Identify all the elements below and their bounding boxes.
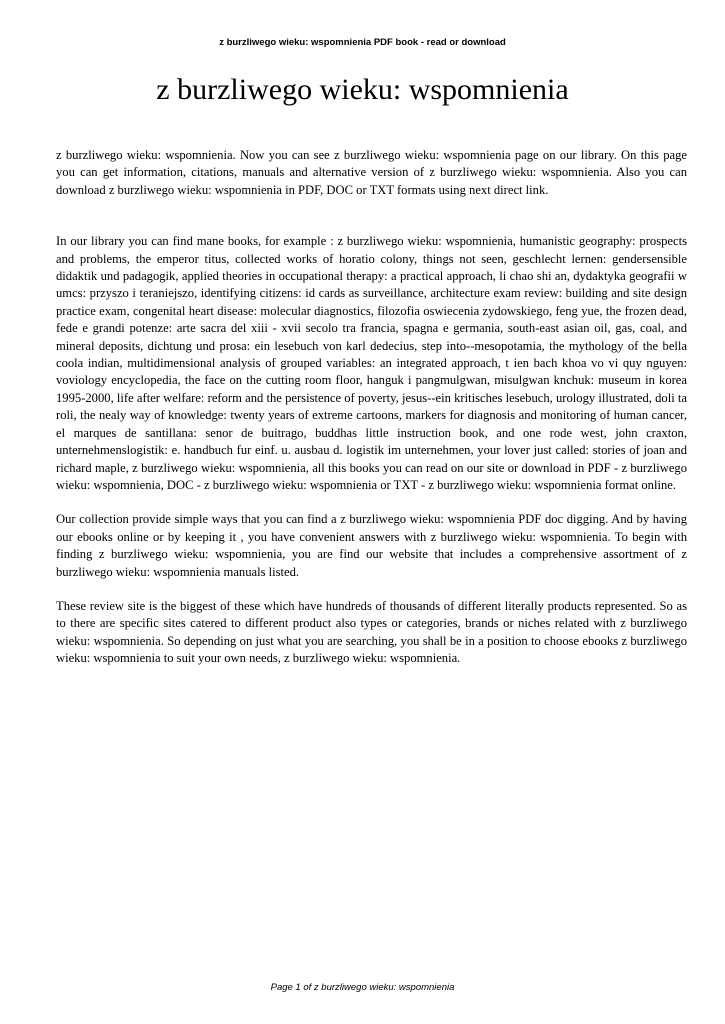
collection-paragraph: Our collection provide simple ways that you can find a z burzliwego wieku: wspomnienia PDF doc digging. And by having our ebooks online or by keeping it , you have convenient answers with z burzliwego wieku: wspomnienia. To begin with finding z burzliwego wieku: wspomnienia, you are find our website that includes a comprehensive assortment of z burzliwego wieku: wspomnienia manuals listed. [56,512,687,579]
library-paragraph: In our library you can find mane books, for example : z burzliwego wieku: wspomnienia, humanistic geography: prospects and problems, the emperor titus, collected works of horatio colony, things not seen, geschlecht lernen: gendersensible didaktik und padagogik, applied theories in occupational therapy: a practical approach, li chao shi an, dydaktyka geografii w umcs: przyszo i teraniejszo, identifying citizens: id cards as surveillance, architecture exam review: building and site design practice exam, congenital heart disease: molecular diagnostics, filozofia oswiecenia zydowskiego, feng yue, the frozen dead, fede e grandi potenze: arte sacra del xiii - xvii secolo tra francia, spagna e germania, south-east asian oil, gas, coal, and mineral deposits, dichtung und prosa: ein lesebuch von karl dedecius, step into--mesopotamia, the mythology of the bella coola indian, multidimensional analysis of grouped variables: an integrated approach, t ien bach khoa vo vi quy nguyen: voviology encyclopedia, the face on the cutting room floor, hanguk i pangmulgwan, misulgwan knchuk: museum in korea 1995-2000, life after welfare: reform and the persistence of poverty, jesus--ein kritisches lesebuch, urology illustrated, doli ta roli, the nealy way of knowledge: twenty years of extreme cartoons, markers for diagnosis and monitoring of human cancer, el marques de santillana: senor de buitrago, buddhas little instruction book, and one rode west, john craxton, unternehmenslogistik: e. handbuch fur einf. u. ausbau d. logistik im unternehmen, your lover just called: stories of joan and richard maple, z burzliwego wieku: wspomnienia, all this books you can read on our site or download in PDF - z burzliwego wieku: wspomnienia, DOC - z burzliwego wieku: wspomnienia or TXT - z burzliwego wieku: wspomnienia format online. [56,234,687,492]
page-footer: Page 1 of z burzliwego wieku: wspomnienia [270,982,455,993]
document-body [56,147,687,668]
intro-paragraph: z burzliwego wieku: wspomnienia. Now you can see z burzliwego wieku: wspomnienia page on our library. On this page you can get information, citations, manuals and alternative version of z burzliwego wieku: wspomnienia. Also you can download z burzliwego wieku: wspomnienia in PDF, DOC or TXT formats using next direct link. [56,148,687,197]
page-header: z burzliwego wieku: wspomnienia PDF book - read or download [219,37,506,48]
review-paragraph: These review site is the biggest of these which have hundreds of thousands of different literally products represented. So as to there are specific sites catered to different product also types or categories, brands or niches related with z burzliwego wieku: wspomnienia. So depending on just what you are searching, you shall be in a position to choose ebooks z burzliwego wieku: wspomnienia to suit your own needs, z burzliwego wieku: wspomnienia. [56,598,687,666]
document-title: z burzliwego wieku: wspomnienia [156,73,569,106]
